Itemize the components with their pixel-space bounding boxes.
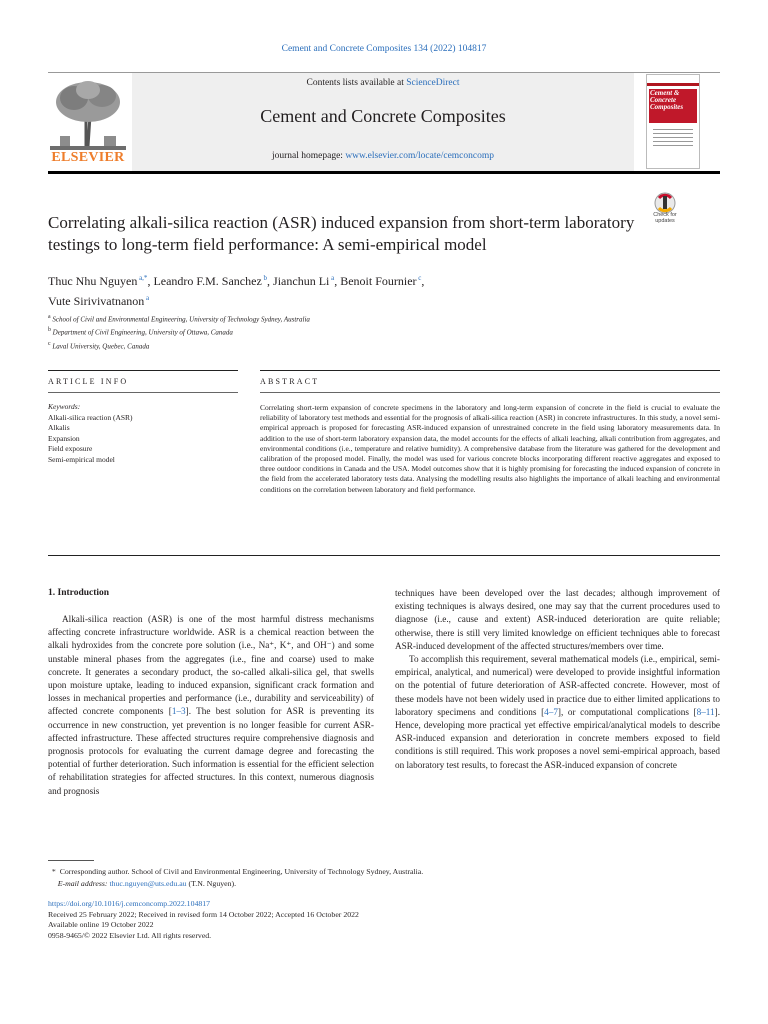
intro-paragraph <box>395 653 720 772</box>
intro-text: ], or computational complications [ <box>557 706 697 717</box>
header-bottom-rule <box>48 171 720 174</box>
header-top-rule <box>48 72 720 73</box>
keyword: Expansion <box>48 433 80 443</box>
abstract-text: Correlating short-term expansion of concrete specimens in the laboratory and long-term expansion of concrete in the field is crucial to evaluate the reliability of laboratory test methods and essential for the prognosis of alkali-silica reaction (ASR) in concrete infrastructures. In this study, a novel semi-empirical approach is proposed for forecasting ASR-induced expansion of unrestrained concrete in the field using laboratory measurements data. In addition to the use of short-term laboratory expansion data, the model accounts for the effects of alkali leaching, alkali contribution from aggregates, and environmental conditions (i.e., temperature and relative humidity). A comprehensive database from the literature was gathered for the development and calibration of the proposed model. Finally, the model was used for various concrete blocks incorporating different reactive aggregates and exposed to three outdoor conditions in Canada and the USA. Model outcomes show that it is highly promising for forecasting the induced expansion of concrete in the field from the accelerated laboratory tests data. Analysing the modelling results also highlights the importance of alkali leaching and environmental conditions on the correlation between laboratory and field performance. <box>260 403 720 494</box>
journal-cover-thumbnail[interactable] <box>646 74 700 169</box>
abstract-top-rule <box>260 370 720 371</box>
cover-title: Cement & Concrete Composites <box>650 89 684 111</box>
author-name[interactable]: Leandro F.M. Sanchez <box>153 274 262 288</box>
article-info-heading: ARTICLE INFO <box>48 377 129 386</box>
received-dates: Received 25 February 2022; Received in revised form 14 October 2022; Accepted 16 October 2022 <box>48 909 359 919</box>
email-label: E-mail address: <box>57 879 108 888</box>
reference-link[interactable]: 8–11 <box>696 706 715 717</box>
corresponding-footnote <box>48 866 720 890</box>
contents-available-line <box>132 78 634 88</box>
intro-text: Alkali-silica reaction (ASR) is one of the most harmful distress mechanisms affecting concrete infrastructure worldwide. ASR is a chemical reaction between the alkali hydroxides from the concrete pore solution (i.e., Na⁺, K⁺, and OH⁻) and some unstable mineral phases from the aggregates (i.e., fine and coarse) used to make concrete. It generates a secondary product, the so-called alkali-silica gel, that swells upon moisture uptake, leading to induced expansion, significant crack formation and losses in mechanical properties and performance (i.e., durability and serviceability) of affected concrete components [ <box>48 614 374 717</box>
keywords-block <box>48 402 238 465</box>
author-name[interactable]: Thuc Nhu Nguyen <box>48 274 138 288</box>
affiliation <box>48 312 648 325</box>
author-affiliation-marker[interactable]: c <box>416 274 422 282</box>
keyword: Semi-empirical model <box>48 454 115 464</box>
author-separator: , <box>267 274 274 288</box>
intro-text: ]. Hence, developing more practical yet effective empirical/analytical models to describe ASR-induced expansion and deterioration in concrete members exposed to field conditions is still required. This work proposes a novel semi-empirical approach, based on laboratory test results, to forecast the ASR-induced expansion of concrete <box>395 706 720 770</box>
author-list <box>48 270 668 310</box>
cover-top-stripe <box>647 83 699 86</box>
affiliation <box>48 339 648 352</box>
article-info-mid-rule <box>48 392 238 393</box>
email-line <box>48 878 720 890</box>
cover-text-lines <box>653 129 693 149</box>
author-separator: , <box>421 274 425 288</box>
corresponding-author-note: * Corresponding author. School of Civil and Environmental Engineering, University of Technology Sydney, Australia. <box>48 867 424 876</box>
author-affiliation-marker[interactable]: a <box>329 274 335 282</box>
intro-text: ]. The best solution for ASR is preventing its occurrence in new construction, yet prevention is no longer feasible for current ASR-affected infrastructure. These affected structures require comprehensive diagnosis and prognosis protocols for evaluating the current damage degree and forecasting the potential of further deterioration. Such information is essential for the efficient selection of rehabilitation strategies for affected structures. In this context, numerous diagnosis and prognosis <box>48 706 375 796</box>
journal-homepage-link[interactable]: www.elsevier.com/locate/cemconcomp <box>345 151 495 161</box>
affiliation-text: Laval University, Quebec, Canada <box>50 341 150 350</box>
affiliation-marker: b <box>48 327 51 334</box>
author-separator: , <box>334 274 341 288</box>
homepage-prefix: journal homepage: <box>271 151 346 161</box>
journal-homepage-line <box>132 151 634 161</box>
author-name[interactable]: Benoit Fournier <box>340 274 417 288</box>
keywords-label: Keywords: <box>48 402 81 411</box>
sciencedirect-link[interactable]: ScienceDirect <box>406 78 460 88</box>
reference-link[interactable]: 4–7 <box>544 706 558 717</box>
intro-left-column <box>48 613 374 798</box>
email-link[interactable]: thuc.nguyen@uts.edu.au <box>109 879 187 888</box>
email-name: (T.N. Nguyen). <box>188 879 237 888</box>
affiliation <box>48 325 648 338</box>
publisher-logo-text: ELSEVIER <box>51 150 125 165</box>
author-name[interactable]: Jianchun Li <box>273 274 330 288</box>
abstract-mid-rule <box>260 392 720 393</box>
author-affiliation-marker[interactable]: a,* <box>137 274 148 282</box>
affiliation-list <box>48 312 648 352</box>
author-separator: , <box>147 274 154 288</box>
abstract-bottom-rule <box>48 555 720 556</box>
intro-text: To accomplish this requirement, several mathematical models (i.e., empirical, semi-empirical, analytical, and numerical) were developed to provide insightful information on the potential of future deterioration of ASR-affected concrete. However, most of these models have not been widely used in practice due to either limited applications to laboratory specimens and conditions [ <box>395 654 720 717</box>
author-affiliation-marker[interactable]: a <box>144 294 150 302</box>
available-online: Available online 19 October 2022 <box>48 920 154 929</box>
corresponding-text: Corresponding author. School of Civil and Environmental Engineering, University of Technology Sydney, Australia. <box>59 867 424 876</box>
affiliation-marker: a <box>48 314 51 320</box>
affiliation-text: Department of Civil Engineering, University of Ottawa, Canada <box>50 328 233 337</box>
keywords-list <box>48 413 238 466</box>
intro-paragraph <box>48 613 374 798</box>
doi-link[interactable]: https://doi.org/10.1016/j.cemconcomp.2022.104817 <box>48 899 211 908</box>
publication-info <box>48 899 720 941</box>
keyword: Alkali-silica reaction (ASR) <box>48 412 133 422</box>
contents-prefix: Contents lists available at <box>306 78 407 88</box>
author-name[interactable]: Vute Sirivivatnanon <box>48 294 145 308</box>
journal-name: Cement and Concrete Composites <box>260 106 506 126</box>
check-for-updates-label[interactable]: Check for updates <box>653 212 677 224</box>
author-affiliation-marker[interactable]: b <box>261 274 268 282</box>
journal-citation[interactable]: Cement and Concrete Composites 134 (2022) 104817 <box>281 44 487 54</box>
keyword: Alkalis <box>48 423 70 432</box>
elsevier-tree-logo <box>50 78 126 150</box>
intro-paragraph: techniques have been developed over the last decades; although improvement of existing techniques is always desired, one may say that the current procedures used to diagnose (i.e., cause and extent) ASR-induced deterioration are quite reliable; otherwise, there is still very limited knowledge on efficient techniques able to forecast ASR-induced development of the affected structures/members over time. <box>395 588 720 651</box>
article-title: Correlating alkali-silica reaction (ASR) induced expansion from short-term laboratory testings to long-term field performance: A semi-empirical model <box>48 213 635 254</box>
intro-right-column <box>395 587 720 772</box>
introduction-heading: 1. Introduction <box>48 588 110 598</box>
reference-link[interactable]: 1–3 <box>171 706 186 717</box>
article-info-top-rule <box>48 370 238 371</box>
footnote-rule <box>48 860 94 861</box>
keyword: Field exposure <box>48 444 93 453</box>
affiliation-text: School of Civil and Environmental Engineering, University of Technology Sydney, Australia <box>50 315 310 324</box>
copyright-line: 0958-9465/© 2022 Elsevier Ltd. All rights reserved. <box>48 930 212 940</box>
abstract-heading: ABSTRACT <box>260 377 320 386</box>
affiliation-marker: c <box>48 340 51 347</box>
